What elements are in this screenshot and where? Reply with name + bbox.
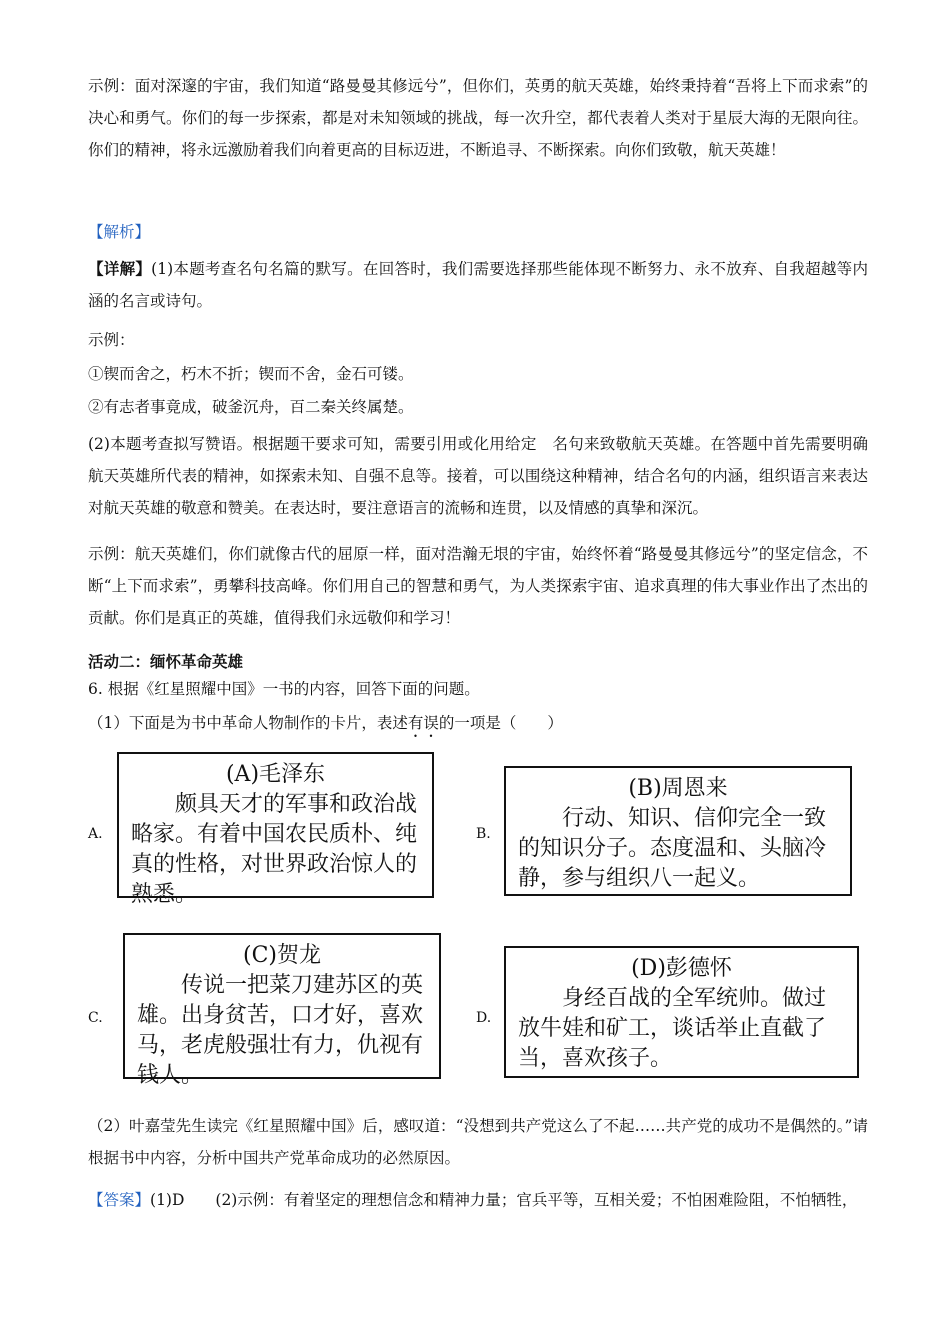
q6-1-emphasis: 有误 — [407, 714, 439, 732]
activity-title: 活动二：缅怀革命英雄 — [88, 652, 244, 671]
card-title: (D)彭德怀 — [631, 956, 732, 981]
option-a-card[interactable] — [117, 752, 434, 907]
card-body: 颇具天才的军事和政治战略家。有着中国农民质朴、纯真的性格，对世界政治惊人的熟悉。 — [131, 792, 418, 907]
option-a-label: A. — [88, 826, 103, 842]
example-paragraph: 示例：面对深邃的宇宙，我们知道“路曼曼其修远兮”，但你们，英勇的航天英雄，始终秉持着“吾将上下而求索”的决心和勇气。你们的每一步探索，都是对未知领域的挑战，每一次升空，都代表着人类对于星辰大海的无限向往。你们的精神，将永远激励着我们向着更高的目标迈进，不断追寻、不断探索。向你们致敬，航天英雄！ — [88, 77, 868, 159]
card-title: (B)周恩来 — [628, 776, 728, 801]
card-body: 行动、知识、信仰完全一致的知识分子。态度温和、头脑冷静，参与组织八一起义。 — [518, 806, 827, 891]
answer-line — [88, 1188, 857, 1212]
option-b-card[interactable] — [504, 766, 852, 896]
card-body: 身经百战的全军统帅。做过放牛娃和矿工，谈话举止直截了当，喜欢孩子。 — [518, 986, 827, 1071]
analysis-tag: 【解析】 — [88, 223, 151, 241]
card-title: (C)贺龙 — [243, 943, 321, 968]
card-body: 传说一把菜刀建苏区的英雄。出身贫苦，口才好，喜欢马，老虎般强壮有力，仇视有钱人。 — [137, 973, 424, 1088]
detail-paragraph — [88, 253, 868, 317]
answer-tag: 【答案】 — [88, 1191, 151, 1209]
part2-paragraph: (2)本题考查拟写赞语。根据题干要求可知，需要引用或化用给定 名句来致敬航天英雄。在答题中首先需要明确航天英雄所代表的精神，如探索未知、自强不息等。接着，可以围绕这种精神，结合名句的内涵，组织语言来表达对航天英雄的敬意和赞美。在表达时，要注意语言的流畅和连贯，以及情感的真挚和深沉。 — [88, 435, 868, 517]
q6-1-before: （1）下面是为书中革命人物制作的卡片，表述 — [88, 714, 408, 732]
card-title: (A)毛泽东 — [225, 762, 326, 787]
detail-text: (1)本题考查名句名篇的默写。在回答时，我们需要选择那些能体现不断努力、永不放弃、自我超越等内涵的名言或诗句。 — [88, 260, 868, 310]
option-c-card[interactable] — [123, 933, 441, 1088]
option-c-label: C. — [88, 1010, 103, 1026]
option-b-label: B. — [476, 826, 491, 842]
question-6-1 — [88, 711, 563, 741]
detail-tag: 【详解】 — [88, 259, 152, 278]
option-d-label: D. — [476, 1010, 492, 1026]
q6-1-after: 的一项是（ ） — [438, 714, 563, 732]
quote-1: ①锲而舍之，朽木不折；锲而不舍，金石可镂。 — [88, 365, 414, 383]
question-6: 6. 根据《红星照耀中国》一书的内容，回答下面的问题。 — [88, 680, 480, 698]
example-label: 示例： — [88, 331, 135, 349]
part2-example-paragraph: 示例：航天英雄们，你们就像古代的屈原一样，面对浩瀚无垠的宇宙，始终怀着“路曼曼其修远兮”的坚定信念，不断“上下而求索”，勇攀科技高峰。你们用自己的智慧和勇气，为人类探索宇宙、追求真理的伟大事业作出了杰出的贡献。你们是真正的英雄，值得我们永远敬仰和学习！ — [88, 545, 868, 627]
option-d-card[interactable] — [504, 946, 859, 1078]
answer-text: (1)D (2)示例：有着坚定的理想信念和精神力量；官兵平等，互相关爱；不怕困难险阻，不怕牺牲， — [150, 1191, 858, 1209]
quote-2: ②有志者事竟成，破釜沉舟，百二秦关终属楚。 — [88, 398, 414, 416]
question-6-2: （2）叶嘉莹先生读完《红星照耀中国》后，感叹道：“没想到共产党这么了不起……共产党的成功不是偶然的。”请根据书中内容，分析中国共产党革命成功的必然原因。 — [88, 1117, 868, 1167]
